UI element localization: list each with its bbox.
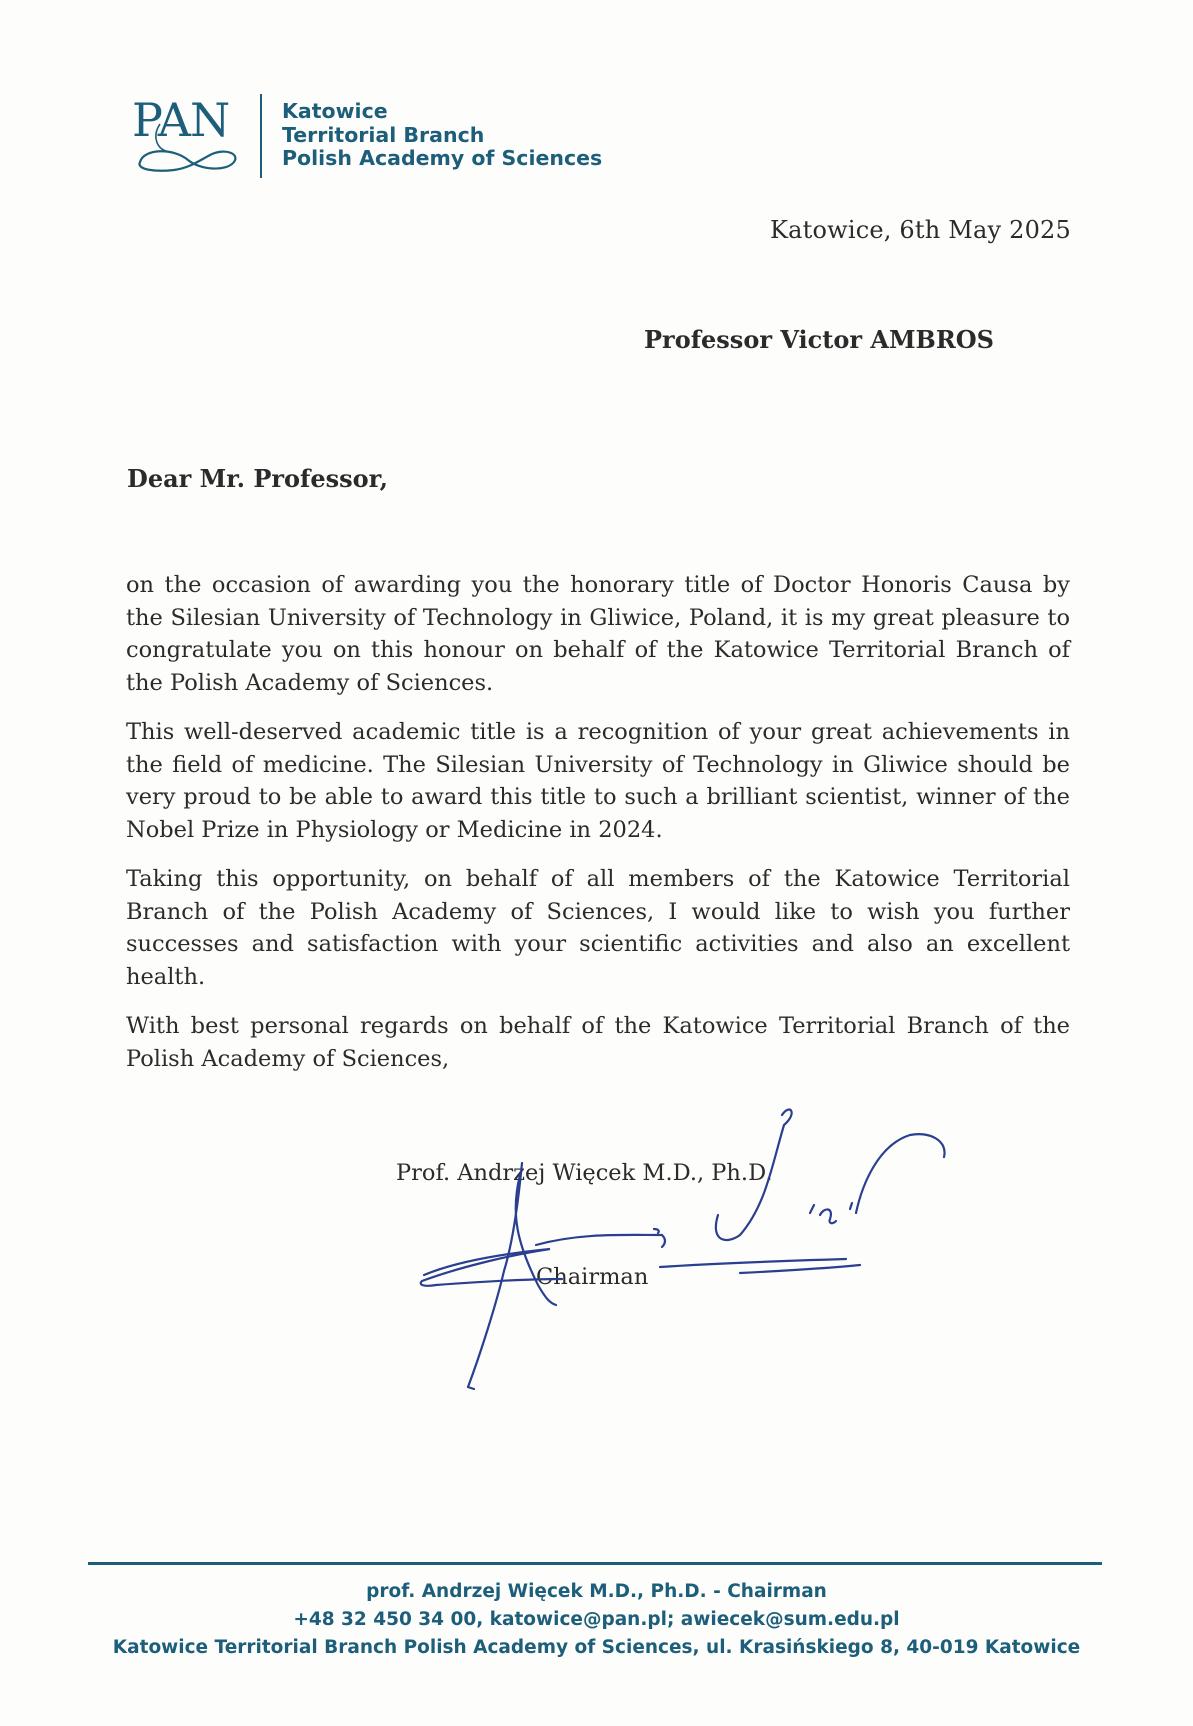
org-line: Territorial Branch <box>282 122 485 147</box>
logo-text: PAN <box>132 93 230 147</box>
pan-logo <box>130 92 250 182</box>
salutation: Dear Mr. Professor, <box>127 464 388 493</box>
logo-divider <box>260 94 262 178</box>
handwritten-signature <box>400 1095 960 1405</box>
footer <box>0 1578 1193 1662</box>
footer-line: +48 32 450 34 00, katowice@pan.pl; awiecek@sum.edu.pl <box>293 1609 900 1630</box>
body-paragraph: With best personal regards on behalf of the Katowice Territorial Branch of the Polish Academy of Sciences, <box>126 1013 1070 1072</box>
organization-name <box>282 100 602 171</box>
footer-line: prof. Andrzej Więcek M.D., Ph.D. - Chairman <box>366 1581 827 1602</box>
signatory-role: Chairman <box>536 1264 649 1290</box>
letter-date: Katowice, 6th May 2025 <box>769 216 1071 244</box>
org-line: Katowice <box>282 99 388 123</box>
org-line: Polish Academy of Sciences <box>282 146 603 170</box>
logo-infinity-icon <box>139 151 235 170</box>
recipient-name: Professor Victor AMBROS <box>644 325 995 354</box>
body-paragraph: Taking this opportunity, on behalf of all members of the Katowice Territorial Branch of the Polish Academy of Sciences, I would like to wish you further successes and satisfaction with your scientific activities and also an excellent health. <box>126 866 1070 990</box>
body-paragraph: on the occasion of awarding you the honorary title of Doctor Honoris Causa by the Silesian University of Technology in Gliwice, Poland, it is my great pleasure to congratulate you on this honour on behalf of the Katowice Territorial Branch of the Polish Academy of Sciences. <box>126 572 1070 696</box>
footer-line: Katowice Territorial Branch Polish Academy of Sciences, ul. Krasińskiego 8, 40-019 Katowice <box>112 1637 1081 1658</box>
footer-divider <box>88 1562 1102 1565</box>
letter-body <box>126 569 1070 1092</box>
signatory-name: Prof. Andrzej Więcek M.D., Ph.D. <box>396 1160 773 1186</box>
body-paragraph: This well-deserved academic title is a recognition of your great achievements in the field of medicine. The Silesian University of Technology in Gliwice should be very proud to be able to award this title to such a brilliant scientist, winner of the Nobel Prize in Physiology or Medicine in 2024. <box>126 719 1070 843</box>
